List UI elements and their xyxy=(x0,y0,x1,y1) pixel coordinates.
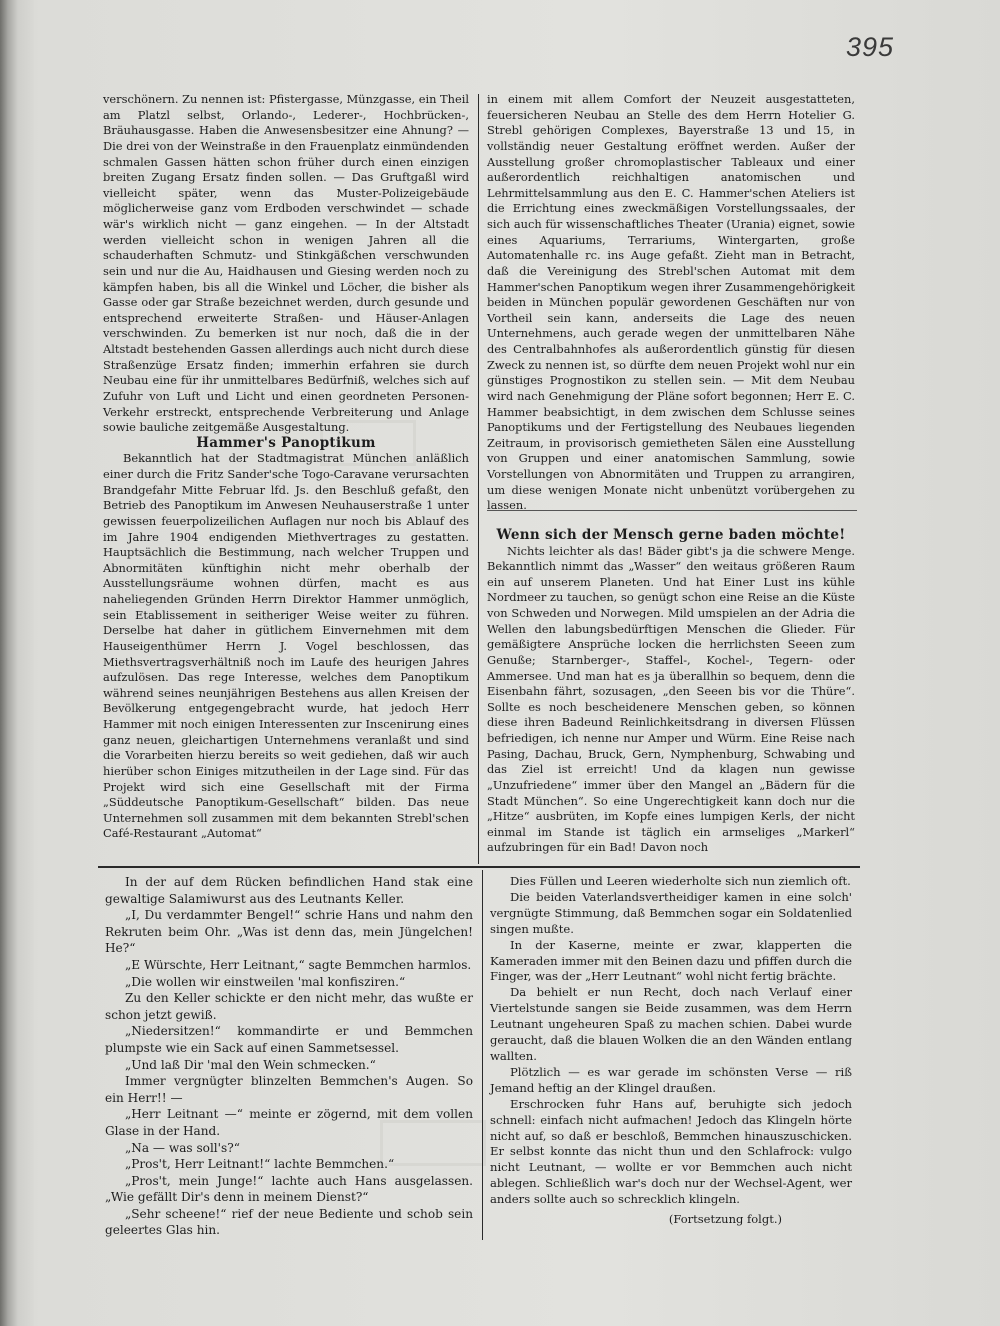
article-heading: Hammer's Panoptikum xyxy=(196,434,376,451)
story-paragraph: Da behielt er nun Recht, doch nach Verlauf einer Viertelstunde sangen sie Beide zusammen, was dem Herrn Leutnant ungeheuren Spaß zu machen schien. Dabei wurde geraucht, daß die blauen Wolken die an den Wänden entlang wallten. xyxy=(490,985,852,1063)
page-binding-shadow xyxy=(0,0,34,1326)
story-paragraph: „Sehr scheene!“ rief der neue Bediente und schob sein geleertes Glas hin. xyxy=(105,1206,473,1238)
story-paragraph: Erschrocken fuhr Hans auf, beruhigte sich jedoch schnell: einfach nicht aufmachen! Jedoch das Klingeln hörte nicht auf, so daß er beschloß, Bemmchen hinauszuschicken. Er selbst konnte das nicht thun und den Schlafrock: vulgo nicht Leutnant, — wollte er vor Bemmchen auch nicht ablegen. Schließlich war's doch nur der Wechsel-Agent, wer anders sollte auch so schrecklich klingeln. xyxy=(490,1096,852,1207)
story-paragraph: Plötzlich — es war gerade im schönsten Verse — riß Jemand heftig an der Klingel draußen. xyxy=(490,1064,852,1095)
story-paragraph: Dies Füllen und Leeren wiederholte sich nun ziemlich oft. xyxy=(510,874,851,888)
story-paragraph: „I, Du verdammter Bengel!“ schrie Hans und nahm den Rekruten beim Ohr. „Was ist denn das, mein Jüngelchen! He?“ xyxy=(105,908,473,956)
story-paragraph: „Herr Leitnant —“ meinte er zögernd, mit dem vollen Glase in der Hand. xyxy=(105,1107,473,1138)
story-paragraph: In der auf dem Rücken befindlichen Hand stak eine gewaltige Salamiwurst aus des Leutnants Keller. xyxy=(105,875,473,906)
story-paragraph: Zu den Keller schickte er den nicht mehr, das wußte er schon jetzt gewiß. xyxy=(105,991,473,1022)
column-divider-bottom xyxy=(482,870,483,1240)
story-paragraph: Die beiden Vaterlandsvertheidiger kamen in eine solch' vergnügte Stimmung, daß Bemmchen sogar ein Soldatenlied singen mußte. xyxy=(490,889,852,936)
story-paragraph: „Die wollen wir einstweilen 'mal konfisziren.“ xyxy=(125,974,406,989)
feuilleton-column-right xyxy=(490,874,852,1228)
article-column-top-right xyxy=(487,92,855,856)
story-paragraph: „Pros't, mein Junge!“ lachte auch Hans ausgelassen. „Wie gefällt Dir's denn in meinem Dienst?“ xyxy=(105,1173,473,1205)
page-number: 395 xyxy=(846,32,895,62)
article-paragraph: in einem mit allem Comfort der Neuzeit ausgestatteten, feuersicheren Neubau an Stelle des dem Herrn Hotelier G. Strebl gehörigen Complexes, Bayerstraße 13 und 15, in vollständig neuer Gestaltung eröffnet werden. Außer der Ausstellung großer chromoplastischer Tableaux und einer außerordentlich reichhaltigen anatomischen und Lehrmittelsammlung aus den E. C. Hammer'schen Ateliers ist die Errichtung eines zweckmäßigen Vorstellungssaales, der sich auch für wissenschaftliches Theater (Urania) eignet, sowie eines Aquariums, Terrariums, Wintergarten, große Automatenhalle rc. ins Auge gefaßt. Zieht man in Betracht, daß die Vereinigung des Strebl'schen Automat mit dem Hammer'schen Panoptikum wegen ihrer Zusammengehörigkeit beiden in München populär gewordenen Geschäften nur von Vortheil sein kann, anderseits die Lage des neuen Unternehmens, auch gerade wegen der unmittelbaren Nähe des Centralbahnhofes als außerordentlich günstig für diesen Zweck zu nennen ist, so dürfte dem neuen Projekt wohl nur ein günstiges Prognostikon zu stellen sein. — Mit dem Neubau wird nach Genehmigung der Pläne sofort begonnen; Herr E. C. Hammer beabsichtigt, in dem zwischen dem Schlusse seines Panoptikums und der Fertigstellung des Neubaues liegenden Zeitraum, in provisorisch gemietheten Sälen eine Ausstellung von Gruppen und einer anatomischen Sammlung, sowie Vorstellungen von Abnormitäten und Truppen zu arrangiren, um diese wenigen Monate nicht unbenützt vorübergehen zu lassen. xyxy=(487,92,855,513)
story-paragraph: „Und laß Dir 'mal den Wein schmecken.“ xyxy=(125,1057,376,1072)
story-paragraph: Immer vergnügter blinzelten Bemmchen's Augen. So ein Herr!! — xyxy=(105,1074,473,1105)
story-paragraph: „E Würschte, Herr Leitnant,“ sagte Bemmchen harmlos. xyxy=(125,957,472,972)
article-column-top-left xyxy=(103,92,469,842)
story-paragraph: „Niedersitzen!“ kommandirte er und Bemmchen plumpste wie ein Sack auf einen Sammetsessel. xyxy=(105,1024,473,1055)
continuation-note: (Fortsetzung folgt.) xyxy=(668,1212,782,1227)
story-paragraph: In der Kaserne, meinte er zwar, klapperten die Kameraden immer mit den Beinen dazu und pfiffen durch die Finger, was der „Herr Leutnant“ wohl nicht fertig brächte. xyxy=(490,937,852,984)
story-paragraph: „Na — was soll's?“ xyxy=(125,1140,240,1155)
article-heading: Wenn sich der Mensch gerne baden möchte! xyxy=(496,526,846,543)
feuilleton-separator xyxy=(98,866,860,868)
story-paragraph: „Pros't, Herr Leitnant!“ lachte Bemmchen.“ xyxy=(125,1157,395,1172)
article-paragraph: Bekanntlich hat der Stadtmagistrat München anläßlich einer durch die Fritz Sander'sche Togo-Caravane verursachten Brandgefahr Mitte Februar lfd. Js. den Beschluß gefaßt, den Betrieb des Panoptikum im Anwesen Neuhauserstraße 1 unter gewissen feuerpolizeilichen Auflagen nur noch bis Ablauf des im Jahre 1904 endigenden Miethvertrages zu gestatten. Hauptsächlich die Bestimmung, nach welcher Truppen und Abnormitäten künftighin nicht mehr oberhalb der Ausstellungsräume wohnen dürfen, macht es aus naheliegenden Gründen Herrn Direktor Hammer unmöglich, sein Etablissement in seitheriger Weise weiter zu führen. Derselbe hat daher in gütlichem Einvernehmen mit dem Hauseigenthümer Herrn J. Vogel beschlossen, das Miethsvertragsverhältniß noch im Laufe des heurigen Jahres aufzulösen. Das rege Interesse, welches dem Panoptikum während seines neunjährigen Bestehens aus allen Kreisen der Bevölkerung entgegengebracht wurde, hat jedoch Herr Hammer mit noch einigen Interessenten zur Inscenirung eines ganz neuen, gleichartigen Unternehmens veranlaßt und sind die Vorarbeiten hierzu bereits so weit gediehen, daß wir auch hierüber schon Einiges mitzutheilen in der Lage sind. Für das Projekt wird sich eine Gesellschaft mit der Firma „Süddeutsche Panoptikum-Gesellschaft“ bilden. Das neue Unternehmen soll zusammen mit dem bekannten Strebl'schen Café-Restaurant „Automat“ xyxy=(103,451,469,841)
article-paragraph: verschönern. Zu nennen ist: Pfistergasse, Münzgasse, ein Theil am Platzl selbst, Orlando-, Lederer-, Hochbrücken-, Bräuhausgasse. Haben die Anwesensbesitzer eine Ahnung? — Die drei von der Weinstraße in den Frauenplatz einmündenden schmalen Gassen hätten schon früher durch einen einzigen breiten Zugang Ersatz finden sollen. — Das Gruftgaßl wird vielleicht später, wenn das Muster-Polizeigebäude möglicherweise ganz vom Erdboden verschwindet — schade wär's wirklich nicht — ganz eingehen. — In der Altstadt werden vielleicht schon in wenigen Jahren all die schauderhaften Schmutz- und Stinkgäßchen verschwunden sein und nur die Au, Haidhausen und Giesing werden noch zu kämpfen haben, bis all die Winkel und Löcher, die bisher als Gasse oder gar Straße bezeichnet werden, durch gesunde und entsprechend erweiterte Straßen- und Häuser-Anlagen verschwinden. Zu bemerken ist nur noch, daß die in der Altstadt bestehenden Gassen allerdings auch nicht durch diese Straßenzüge Ersatz finden; immerhin erfahren sie durch Neubau eine für ihr unmittelbares Bedürfniß, welches sich auf Zufuhr von Luft und Licht und einen geordneten Personen-Verkehr erstreckt, entsprechende Verbreiterung und Anlage sowie bauliche zeitgemäße Ausgestaltung. xyxy=(103,92,470,435)
column-divider-top xyxy=(478,94,479,864)
feuilleton-column-left xyxy=(105,874,473,1239)
article-paragraph: Nichts leichter als das! Bäder gibt's ja die schwere Menge. Bekanntlich nimmt das „Wasser“ den weitaus größeren Raum ein auf unserem Planeten. Und hat Einer Lust ins kühle Nordmeer zu tauchen, so genügt schon eine Reise an die Küste von Schweden und Norwegen. Mild umspielen an der Adria die Wellen den labungsbedürftigen Menschen die Glieder. Für gemäßigtere Ansprüche locken die herrlichsten Seeen zum Genuße; Starnberger-, Staffel-, Kochel-, Tegern- oder Ammersee. Und man hat es ja überallhin so bequem, denn die Eisenbahn fährt, sozusagen, „den Seeen bis vor die Thüre“. Sollte es noch bescheidenere Menschen geben, so können diese ihren Badeund Reinlichkeitsdrang in diversen Flüssen befriedigen, ich nenne nur Amper und Würm. Eine Reise nach Pasing, Dachau, Bruck, Gern, Nymphenburg, Schwabing und das Ziel ist erreicht! Und da klagen nun gewisse „Unzufriedene“ immer über den Mangel an „Bädern für die Stadt München“. So eine Ungerechtigkeit kann doch nur die „Hitze“ ausbrüten, im Kopfe eines lumpigen Kerls, der nicht einmal im Stande ist täglich ein armseliges „Markerl“ aufzubringen für ein Bad! Davon noch xyxy=(487,543,855,855)
